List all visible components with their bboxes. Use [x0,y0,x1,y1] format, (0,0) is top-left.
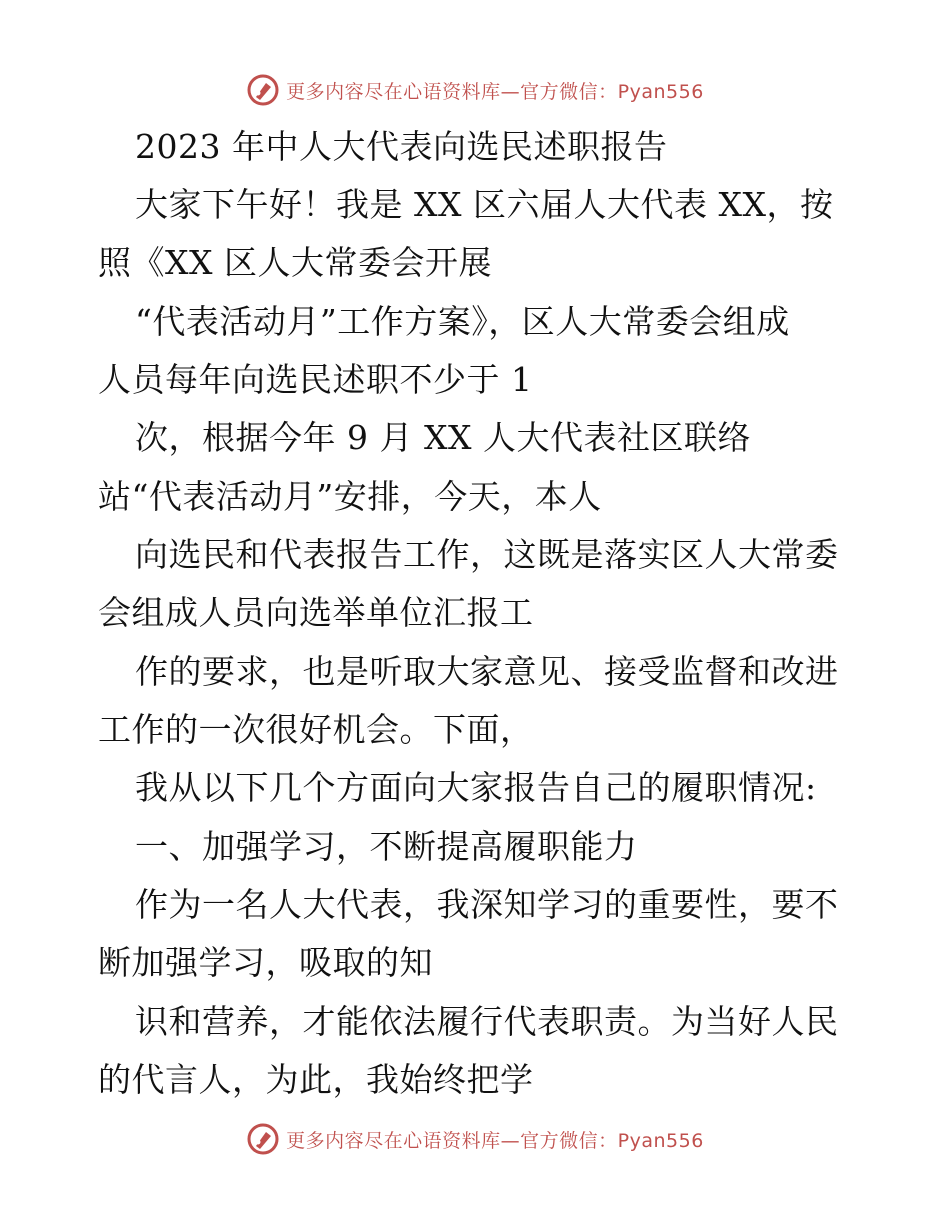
paragraph-line: 的代言人，为此，我始终把学 [98,1060,534,1099]
paragraph-line: 站“代表活动月”安排，今天，本人 [98,477,602,516]
document-title: 2023 年中人大代表向选民述职报告 [135,127,668,166]
paragraph-line: 人员每年向选民述职不少于 1 [98,360,533,399]
paragraph-line: 断加强学习，吸取的知 [98,943,433,982]
pen-nib-logo-icon [246,1122,280,1156]
paragraph-line: 作的要求，也是听取大家意见、接受监督和改进 [135,652,839,691]
paragraph-line: 大家下午好！我是 XX 区六届人大代表 XX，按 [135,185,834,224]
paragraph-line: 识和营养，才能依法履行代表职责。为当好人民 [135,1002,839,1041]
paragraph-line: 向选民和代表报告工作，这既是落实区人大常委 [135,535,839,574]
paragraph-line: 照《XX 区人大常委会开展 [98,243,492,282]
paragraph-line: “代表活动月”工作方案》，区人大常委会组成 [135,302,790,341]
paragraph-line: 工作的一次很好机会。下面， [98,710,534,749]
watermark-footer [0,1119,950,1159]
paragraph-line: 会组成人员向选举单位汇报工 [98,593,534,632]
paragraph-line: 次，根据今年 9 月 XX 人大代表社区联络 [135,418,751,457]
paragraph-line: 作为一名人大代表，我深知学习的重要性，要不 [135,885,839,924]
section-heading: 一、加强学习，不断提高履职能力 [135,827,638,866]
paragraph-line: 我从以下几个方面向大家报告自己的履职情况: [135,768,817,807]
watermark-text: 更多内容尽在心语资料库—官方微信：Pyan556 [286,1129,704,1152]
watermark-text: 更多内容尽在心语资料库—官方微信：Pyan556 [286,80,704,103]
